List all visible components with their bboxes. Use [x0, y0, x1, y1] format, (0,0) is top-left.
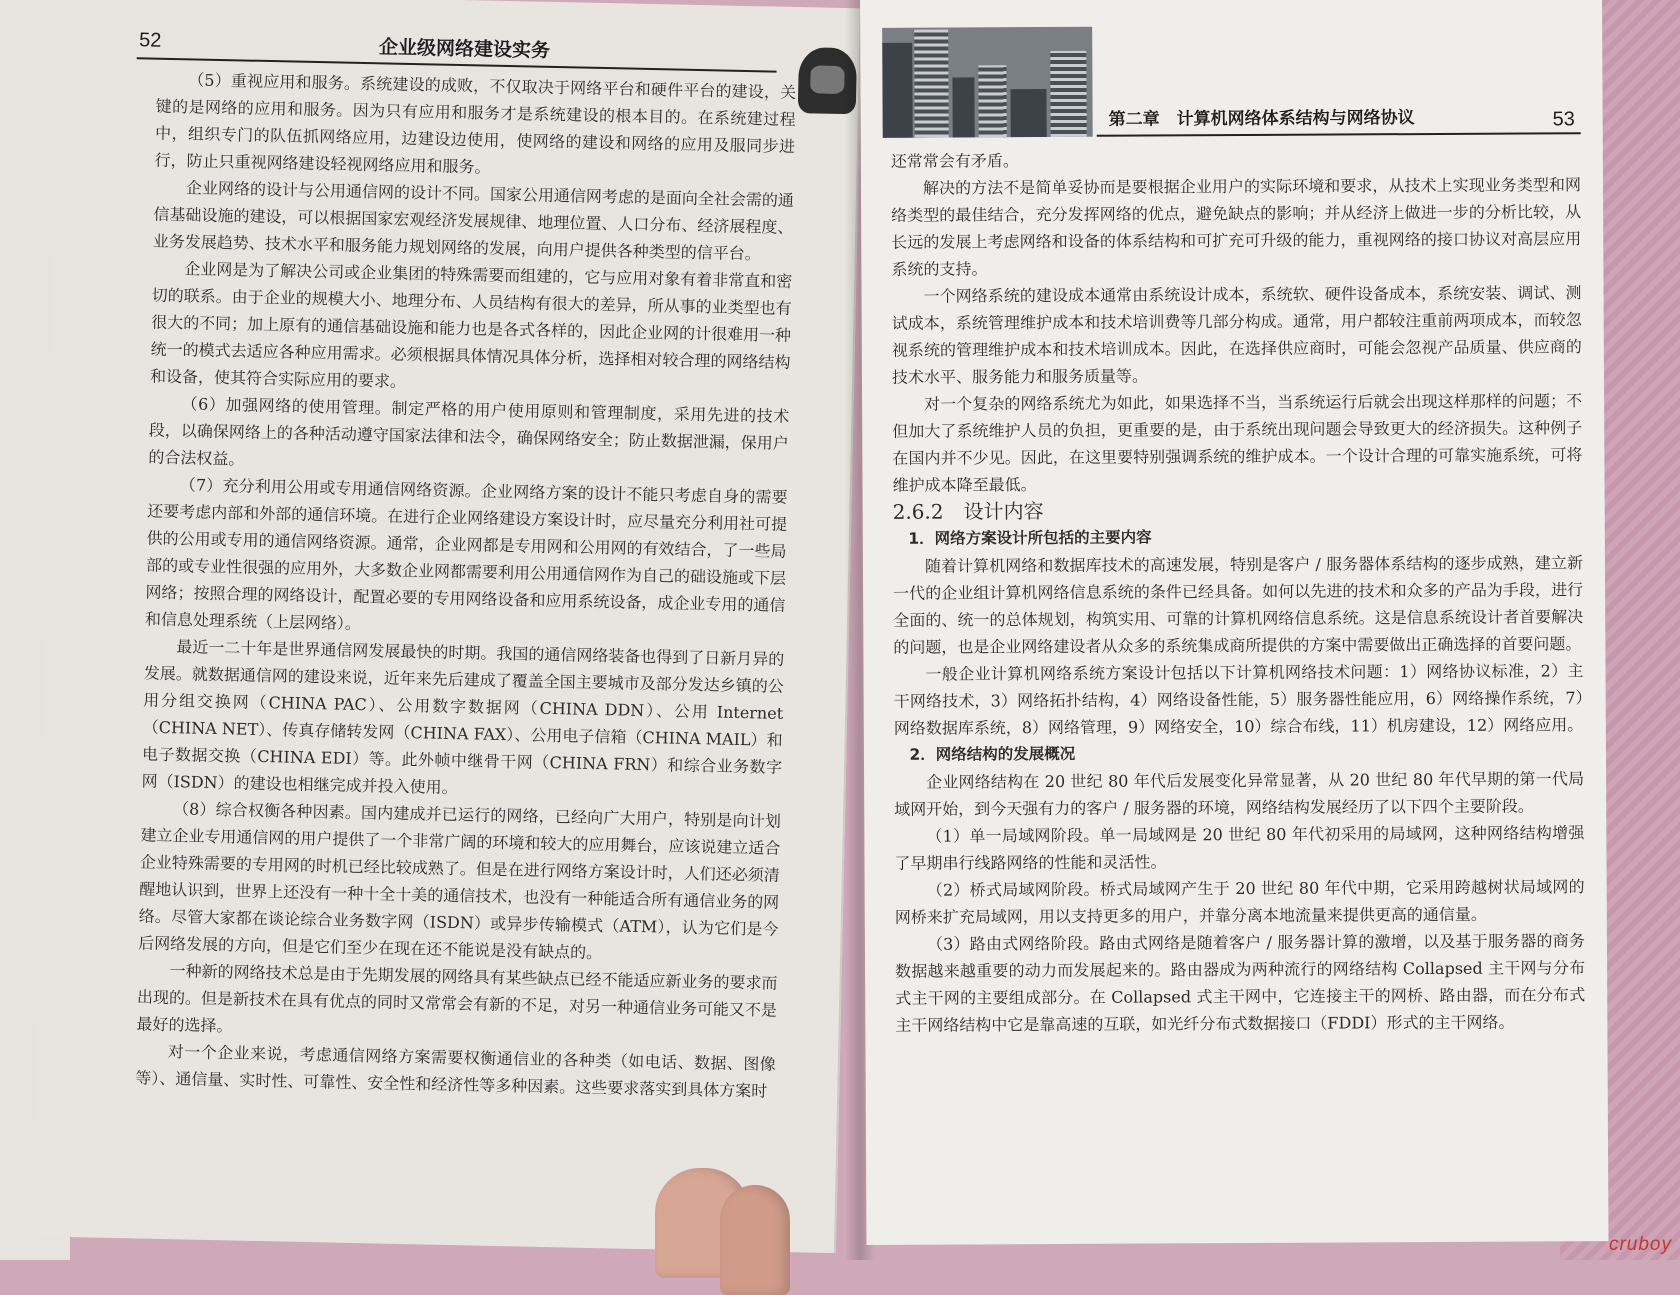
right-para-2: 解决的方法不是简单妥协而是要根据企业用户的实际环境和要求，从技术上实现业务类型和网络类型的最佳结合，充分发挥网络的优点，避免缺点的影响；并从经济上做进一步的分析比较，从长远的发展上考虑网络和设备的体系结构和可扩充可升级的能力，重视网络的接口协议对高层应用系统的支持。: [891, 175, 1582, 279]
right-para-3: 一个网络系统的建设成本通常由系统设计成本，系统软、硬件设备成本，系统安装、调试、测试成本，系统管理维护成本和技术培训费等几部分构成。通常，用户都较注重前两项成本，而较忽视系统的管理维护成本和技术培训成本。因此，在选择供应商时，可能会忽视产品质量、供应商的技术水平、服务能力和服务质量等。: [891, 283, 1582, 387]
right-para-6: 一般企业计算机网络系统方案设计包括以下计算机网络技术问题：1）网络协议标准，2）主干网络技术，3）网络拓扑结构，4）网络设备性能，5）服务器性能应用，6）网络操作系统，7）网络数据库系统，8）网络管理，9）网络安全，10）综合布线，11）机房建设，12）网络应用。: [893, 661, 1584, 738]
right-para-4: 对一个复杂的网络系统尤为如此，如果选择不当，当系统运行后就会出现这样那样的问题；不但加大了系统维护人员的负担，更重要的是，由于系统出现问题会导致更大的经济损失。这种例子在国内并不少见。因此，在这里要特别强调系统的维护成本。一个设计合理的可靠实施系统，可将维护成本降至最低。: [892, 391, 1583, 495]
section-title: 设计内容: [963, 499, 1044, 524]
left-body: [135, 66, 796, 1105]
right-para-8: （1）单一局域网阶段。单一局域网是 20 世纪 80 年代初采用的局域网，这种网络结构增强了早期串行线路网络的性能和灵活性。: [894, 823, 1585, 873]
left-para-4: （6）加强网络的使用管理。制定严格的用户使用原则和管理制度，采用先进的技术段，以确保网络上的各种活动遵守国家法律和法令，确保网络安全；防止数据泄漏，保用户的合法权益。: [148, 394, 790, 469]
left-para-7: （8）综合权衡各种因素。国内建成并已运行的网络，已经向广大用户，特别是向计划建立企业专用通信网的用户提供了一个非常广阔的环境和较大的应用舞台，应该说建立适合企业特殊需要的专用网的时机已经比较成熟了。但是在进行网络方案设计时，人们还必须清醒地认识到，世界上还没有一种十全十美的通信技术，也没有一种能适合所有通信业务的网络。尽管大家都在谈论综合业务数字网（ISDN）或异步传输模式（ATM），认为它们是今后网络发展的方向，但是它们至少在现在还不能说是没有缺点的。: [137, 799, 782, 963]
right-header-rule: [1097, 132, 1581, 137]
right-para-1: 还常常会有矛盾。: [890, 151, 1019, 171]
left-page-number: 52: [138, 29, 162, 52]
right-body: [891, 144, 1586, 1039]
right-para-9: （2）桥式局域网阶段。桥式局域网产生于 20 世纪 80 年代中期，它采用跨越树状局域网的网桥来扩充局域网，用以支持更多的用户，并靠分离本地流量来提供更高的通信量。: [894, 877, 1585, 927]
right-page-number: 53: [1552, 108, 1575, 131]
left-para-6: 最近一二十年是世界通信网发展最快的时期。我国的通信网络装备也得到了日新月异的发展。就数据通信网的建设来说，近年来先后建成了覆盖全国主要城市及部分发达乡镇的公用分组交换网（CHINA PAC）、公用数字数据网（CHINA DDN）、公用 Internet（CHINA NET）、传真存储转发网（CHINA FAX）、公用电子信箱（CHINA MAIL）和电子数据交换（CHINA EDI）等。此外帧中继骨干网（CHINA FRN）和综合业务数字网（ISDN）的建设也相继完成并投入使用。: [141, 637, 785, 798]
left-para-8: 一种新的网络技术总是由于先期发展的网络具有某些缺点已经不能适应新业务的要求而出现的。但是新技术在具有优点的同时又常常会有新的不足，对另一种通信业务可能又不是最好的选择。: [136, 961, 778, 1036]
right-para-7: 企业网络结构在 20 世纪 80 年代后发展变化异常显著，从 20 世纪 80 年代早期的第一代局域网开始，到今天强有力的客户 / 服务器的环境，网络结构发展经历了以下四个主要阶段。: [894, 769, 1585, 819]
left-para-2: 企业网络的设计与公用通信网的设计不同。国家公用通信网考虑的是面向全社会需的通信基础设施的建设，可以根据国家宏观经济发展规律、地理位置、人口分布、经济展程度、业务发展趋势、技术水平和服务能力规划网络的发展，向用户提供各种类型的信平台。: [152, 178, 795, 264]
left-para-5: （7）充分利用公用或专用通信网络资源。企业网络方案的设计不能只考虑自身的需要还要考虑内部和外部的通信环境。在进行企业网络建设方案设计时，应尽量充分利用社可提供的公用或专用的通信网络资源。通常，企业网都是专用网和公用网的有效结合，了一些局部的或专业性很强的应用外，大多数企业网都需要利用公用通信网作为自己的础设施或下层网络；按照合理的网络设计，配置必要的专用网络设备和应用系统设备，成企业专用的通信和信息处理系统（上层网络）。: [144, 475, 788, 634]
left-para-3: 企业网是为了解决公司或企业集团的特殊需要而组建的，它与应用对象有着非常直和密切的联系。由于企业的规模大小、地理分布、人员结构有很大的差异，所从事的业类型也有很大的不同；加上原有的通信基础设施和能力也是各式各样的，因此企业网的计很难用一种统一的模式去适应各种应用需求。必须根据具体情况具体分析，选择相对较合理的网络结构和设备，使其符合实际应用的要求。: [149, 259, 793, 391]
right-para-5: 随着计算机网络和数据库技术的高速发展，特别是客户 / 服务器体系结构的逐步成熟，建立新一代的企业组计算机网络信息系统的条件已经具备。如何以先进的技术和众多的产品为手段，进行全面的、统一的总体规划，构筑实用、可靠的计算机网络信息系统。这是信息系统设计者首要解决的问题，也是企业网络建设者从众多的系统集成商所提供的方案中需要做出正确选择的首要问题。: [893, 553, 1584, 657]
subsection-heading-2: 2．网络结构的发展概况: [909, 744, 1076, 764]
left-para-9: 对一个企业来说，考虑通信网络方案需要权衡通信业的各种类（如电话、数据、图像等）、通信量、实时性、可靠性、安全性和经济性等多种因素。这些要求落实到具体方案时: [135, 1042, 776, 1101]
section-number: 2.6.2: [892, 499, 944, 524]
city-skyline-illustration: [882, 27, 1093, 138]
watermark-text: cruboy: [1608, 1234, 1672, 1255]
left-page: [34, 0, 862, 1253]
finger: [720, 1185, 790, 1295]
left-para-1: （5）重视应用和服务。系统建设的成败，不仅取决于网络平台和硬件平台的建设，关键的是网络的应用和服务。因为只有应用和服务才是系统建设的根本目的。在系统建过程中，组织专门的队伍抓网络应用，边建设边使用，使网络的建设和网络的应用及服同步进行，防止只重视网络建设轻视网络应用和服务。: [154, 70, 797, 177]
left-running-head: 企业级网络建设实务: [378, 36, 551, 62]
right-para-10: （3）路由式网络阶段。路由式网络是随着客户 / 服务器计算的激增，以及基于服务器的商务数据越来越重要的动力而发展起来的。路由器成为两种流行的网络结构 Collapsed 主干网与分布式主干网的主要组成部分。在 Collapsed 式主干网中，它连接主干的网桥、路由器，而在分布式主干网络结构中它是靠高速的互联，如光纤分布式数据接口（FDDI）形式的主干网络。: [895, 931, 1586, 1035]
right-page: [860, 0, 1609, 1245]
right-running-head: 第二章 计算机网络体系结构与网络协议: [1108, 108, 1415, 130]
section-heading: [893, 495, 1583, 526]
subsection-heading-1: 1．网络方案设计所包括的主要内容: [908, 528, 1152, 548]
